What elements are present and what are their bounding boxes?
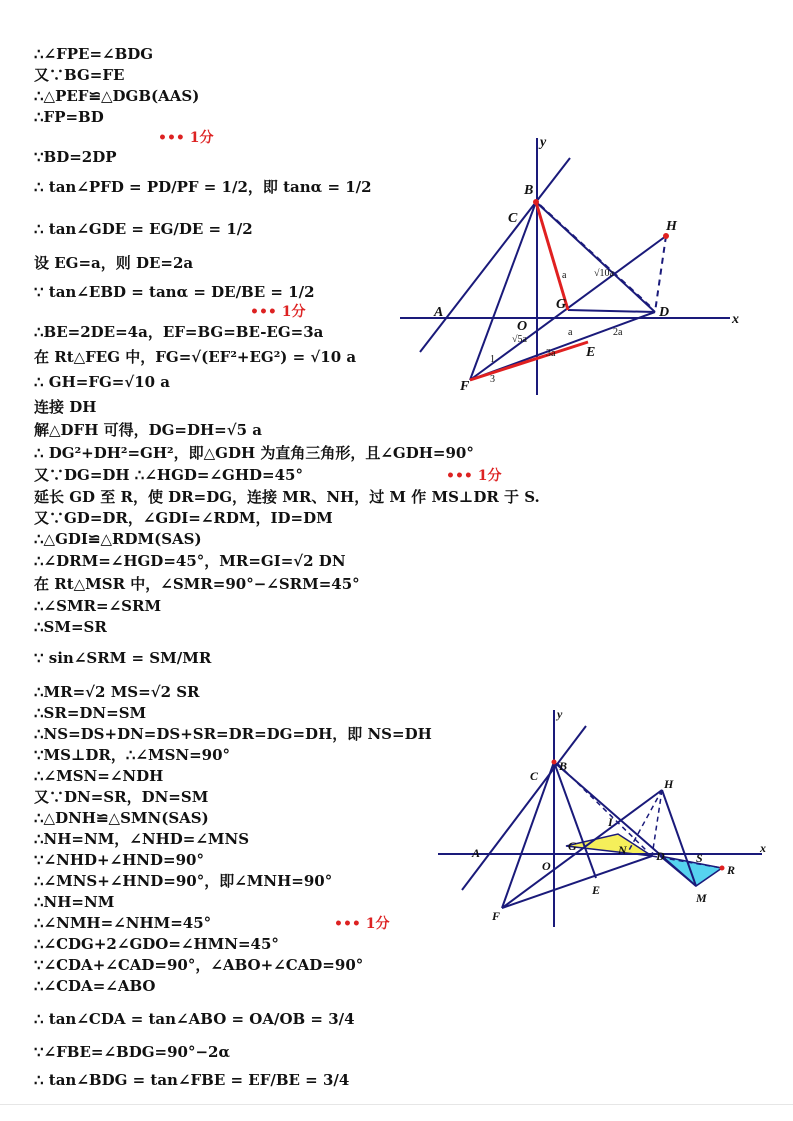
- label-c: C: [508, 211, 518, 226]
- line-39: ∴∠CDA=∠ABO: [34, 977, 156, 995]
- line-31: ∴△DNH≌△SMN(SAS): [34, 809, 209, 827]
- label-h: H: [666, 219, 677, 234]
- line-8: 设 EG=a，则 DE=2a: [34, 254, 194, 272]
- label-e: E: [586, 345, 596, 360]
- seg-2a: 2a: [613, 327, 623, 338]
- label-f: F: [460, 379, 470, 394]
- seg-3: 3: [490, 374, 495, 385]
- line-24: ∵ sin∠SRM = SM/MR: [34, 649, 212, 667]
- point-b-2: [552, 760, 557, 765]
- label2-c: C: [530, 769, 539, 783]
- line-19: ∴△GDI≌△RDM(SAS): [34, 530, 202, 548]
- label2-e: E: [592, 883, 601, 897]
- label-x: x: [732, 312, 739, 327]
- line-2: 又∵BG=FE: [34, 66, 125, 84]
- red-bg: [536, 202, 568, 310]
- label2-b: B: [559, 759, 568, 773]
- seg-1: 1: [490, 354, 495, 365]
- label2-i: I: [608, 815, 613, 829]
- line-fd-2: [502, 856, 652, 908]
- line-22: ∴∠SMR=∠SRM: [34, 597, 162, 615]
- line-3: ∴△PEF≌△DGB(AAS): [34, 87, 200, 105]
- line-23: ∴SM=SR: [34, 618, 107, 636]
- line-35: ∴NH=NM: [34, 893, 115, 911]
- label2-g: G: [568, 839, 577, 853]
- label2-h: H: [664, 777, 674, 791]
- line-21: 在 Rt△MSR 中，∠SMR=90°−∠SRM=45°: [34, 575, 360, 593]
- seg-a1: a: [562, 270, 567, 281]
- label2-d: D: [656, 849, 665, 863]
- line-16: 又∵DG=DH ∴∠HGD=∠GHD=45°: [34, 466, 303, 484]
- label2-s: S: [696, 851, 703, 865]
- seg-r5: √5a: [512, 334, 527, 345]
- line-25: ∴MR=√2 MS=√2 SR: [34, 683, 200, 701]
- label2-x: x: [760, 841, 766, 855]
- line-27: ∴NS=DS+DN=DS+SR=DR=DG=DH，即 NS=DH: [34, 725, 432, 743]
- line-1: ∴∠FPE=∠BDG: [34, 45, 154, 63]
- line-18: 又∵GD=DR，∠GDI=∠RDM，ID=DM: [34, 509, 333, 527]
- line-gd: [568, 310, 655, 312]
- score-mark-3: ••• 1分: [446, 468, 502, 484]
- seg-r10: √10a: [594, 268, 614, 279]
- line-15: ∴ DG²+DH²=GH²，即△GDH 为直角三角形，且∠GDH=90°: [34, 444, 474, 462]
- score-mark-2: ••• 1分: [250, 304, 306, 320]
- label2-a: A: [472, 846, 481, 860]
- line-38: ∵∠CDA+∠CAD=90°，∠ABO+∠CAD=90°: [34, 956, 364, 974]
- line-14: 解△DFH 可得，DG=DH=√5 a: [34, 421, 262, 439]
- label-o: O: [517, 319, 528, 334]
- line-34: ∴∠MNS+∠HND=90°，即∠MNH=90°: [34, 872, 333, 890]
- line-26: ∴SR=DN=SM: [34, 704, 147, 722]
- label-a: A: [434, 305, 444, 320]
- score-mark-1: ••• 1分: [158, 130, 214, 146]
- label-d: D: [659, 305, 670, 320]
- line-33: ∵∠NHD+∠HND=90°: [34, 851, 204, 869]
- line-32: ∴NH=NM，∠NHD=∠MNS: [34, 830, 250, 848]
- line-6: ∴ tan∠PFD = PD/PF = 1/2，即 tanα = 1/2: [34, 178, 372, 196]
- score-mark-4: ••• 1分: [334, 916, 390, 932]
- line-40: ∴ tan∠CDA = tan∠ABO = OA/OB = 3/4: [34, 1010, 355, 1028]
- point-b: [533, 199, 539, 205]
- line-7: ∴ tan∠GDE = EG/DE = 1/2: [34, 220, 253, 238]
- line-17: 延长 GD 至 R，使 DR=DG，连接 MR、NH，过 M 作 MS⊥DR 于 S.: [34, 488, 540, 506]
- line-9: ∵ tan∠EBD = tanα = DE/BE = 1/2: [34, 283, 315, 301]
- label2-m: M: [696, 891, 707, 905]
- line-4: ∴FP=BD: [34, 108, 104, 126]
- label-y: y: [540, 135, 547, 150]
- line-41: ∵∠FBE=∠BDG=90°−2α: [34, 1043, 230, 1061]
- page-footer-rule: [0, 1104, 793, 1105]
- red-fe: [470, 342, 588, 380]
- seg-a2: a: [568, 327, 573, 338]
- label2-f: F: [492, 909, 501, 923]
- line-11: 在 Rt△FEG 中，FG=√(EF²+EG²) = √10 a: [34, 348, 357, 366]
- line-36: ∴∠NMH=∠NHM=45°: [34, 914, 212, 932]
- label2-r: R: [727, 863, 736, 877]
- label-g: G: [556, 297, 567, 312]
- line-42: ∴ tan∠BDG = tan∠FBE = EF/BE = 3/4: [34, 1071, 350, 1089]
- line-37: ∴∠CDG+2∠GDO=∠HMN=45°: [34, 935, 279, 953]
- label2-y: y: [557, 707, 563, 721]
- label2-o: O: [542, 859, 551, 873]
- line-29: ∴∠MSN=∠NDH: [34, 767, 164, 785]
- dash-hd: [655, 236, 666, 312]
- line-28: ∵MS⊥DR，∴∠MSN=90°: [34, 746, 231, 764]
- point-r: [720, 866, 725, 871]
- line-bf: [470, 202, 536, 380]
- line-bf-2: [502, 762, 554, 908]
- line-12: ∴ GH=FG=√10 a: [34, 373, 171, 391]
- label2-n: N: [618, 843, 627, 857]
- label-b: B: [524, 183, 534, 198]
- figure-1: [400, 130, 760, 400]
- line-30: 又∵DN=SR，DN=SM: [34, 788, 209, 806]
- seg-3a-1: 3a: [546, 348, 556, 359]
- figure-2: [438, 702, 778, 932]
- line-10: ∴BE=2DE=4a，EF=BG=BE-EG=3a: [34, 323, 324, 341]
- line-ca: [462, 726, 586, 890]
- line-13: 连接 DH: [34, 398, 97, 416]
- line-5: ∵BD=2DP: [34, 148, 117, 166]
- line-20: ∴∠DRM=∠HGD=45°，MR=GI=√2 DN: [34, 552, 346, 570]
